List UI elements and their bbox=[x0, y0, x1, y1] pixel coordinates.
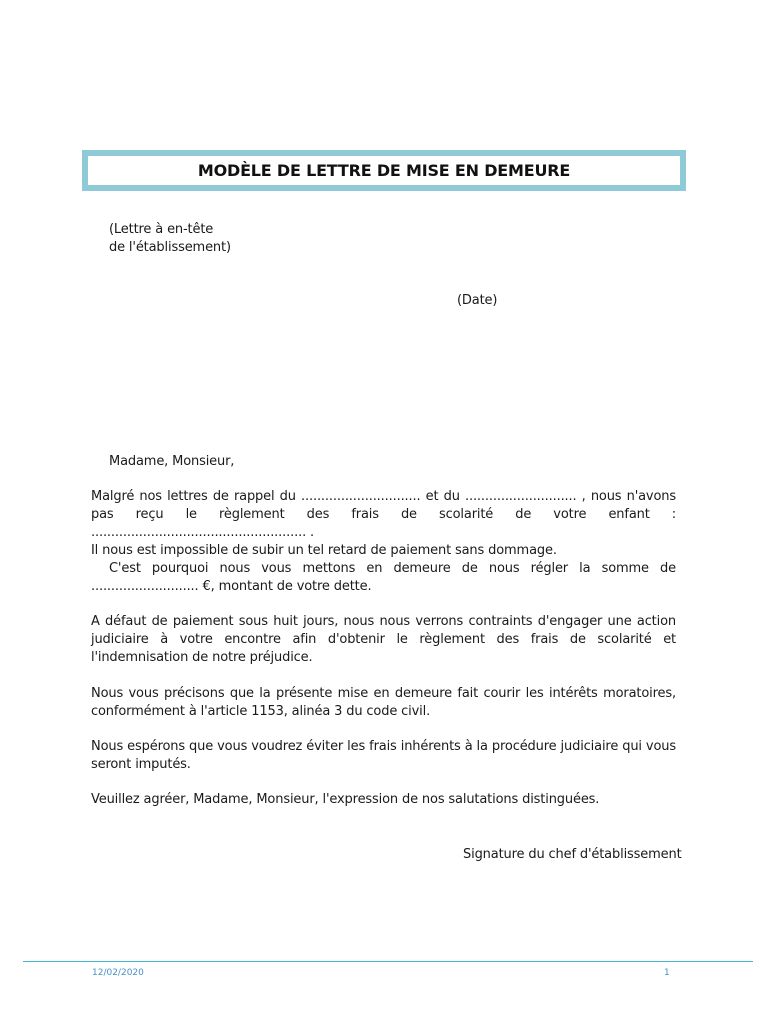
paragraph-costs: Nous espérons que vous voudrez éviter les frais inhérents à la procédure judiciaire qui vous seront imputés. bbox=[91, 739, 676, 772]
paragraph-reminder: Malgré nos lettres de rappel du .............................. et du ............................ , nous n'avons pas reçu le règlement des frais de scolarité de votre enfant : ...................................................... . bbox=[91, 489, 676, 540]
paragraph-delay: Il nous est impossible de subir un tel retard de paiement sans dommage. bbox=[91, 543, 557, 558]
footer-page-number: 1 bbox=[664, 968, 670, 978]
footer-date: 12/02/2020 bbox=[92, 968, 144, 978]
letterhead-line-1: (Lettre à en-tête bbox=[109, 222, 214, 237]
paragraph-legal-action: A défaut de paiement sous huit jours, nous nous verrons contraints d'engager une action judiciaire à votre encontre afin d'obtenir le règlement des frais de scolarité et l'indemnisation de notre préjudice. bbox=[91, 614, 676, 665]
title-box bbox=[82, 150, 686, 191]
letterhead-line-2: de l'établissement) bbox=[109, 240, 231, 255]
paragraph-interest: Nous vous précisons que la présente mise en demeure fait courir les intérêts moratoires, conformément à l'article 1153, alinéa 3 du code civil. bbox=[91, 686, 676, 719]
signature-line: Signature du chef d'établissement bbox=[463, 847, 682, 862]
salutation: Madame, Monsieur, bbox=[109, 454, 235, 469]
date-placeholder: (Date) bbox=[457, 293, 498, 308]
document-title: MODÈLE DE LETTRE DE MISE EN DEMEURE bbox=[197, 161, 571, 180]
footer-rule bbox=[23, 961, 753, 962]
paragraph-formal-notice: C'est pourquoi nous vous mettons en demeure de nous régler la somme de ........................... €, montant de votre dette. bbox=[91, 561, 676, 594]
closing-formula: Veuillez agréer, Madame, Monsieur, l'expression de nos salutations distinguées. bbox=[91, 792, 600, 807]
